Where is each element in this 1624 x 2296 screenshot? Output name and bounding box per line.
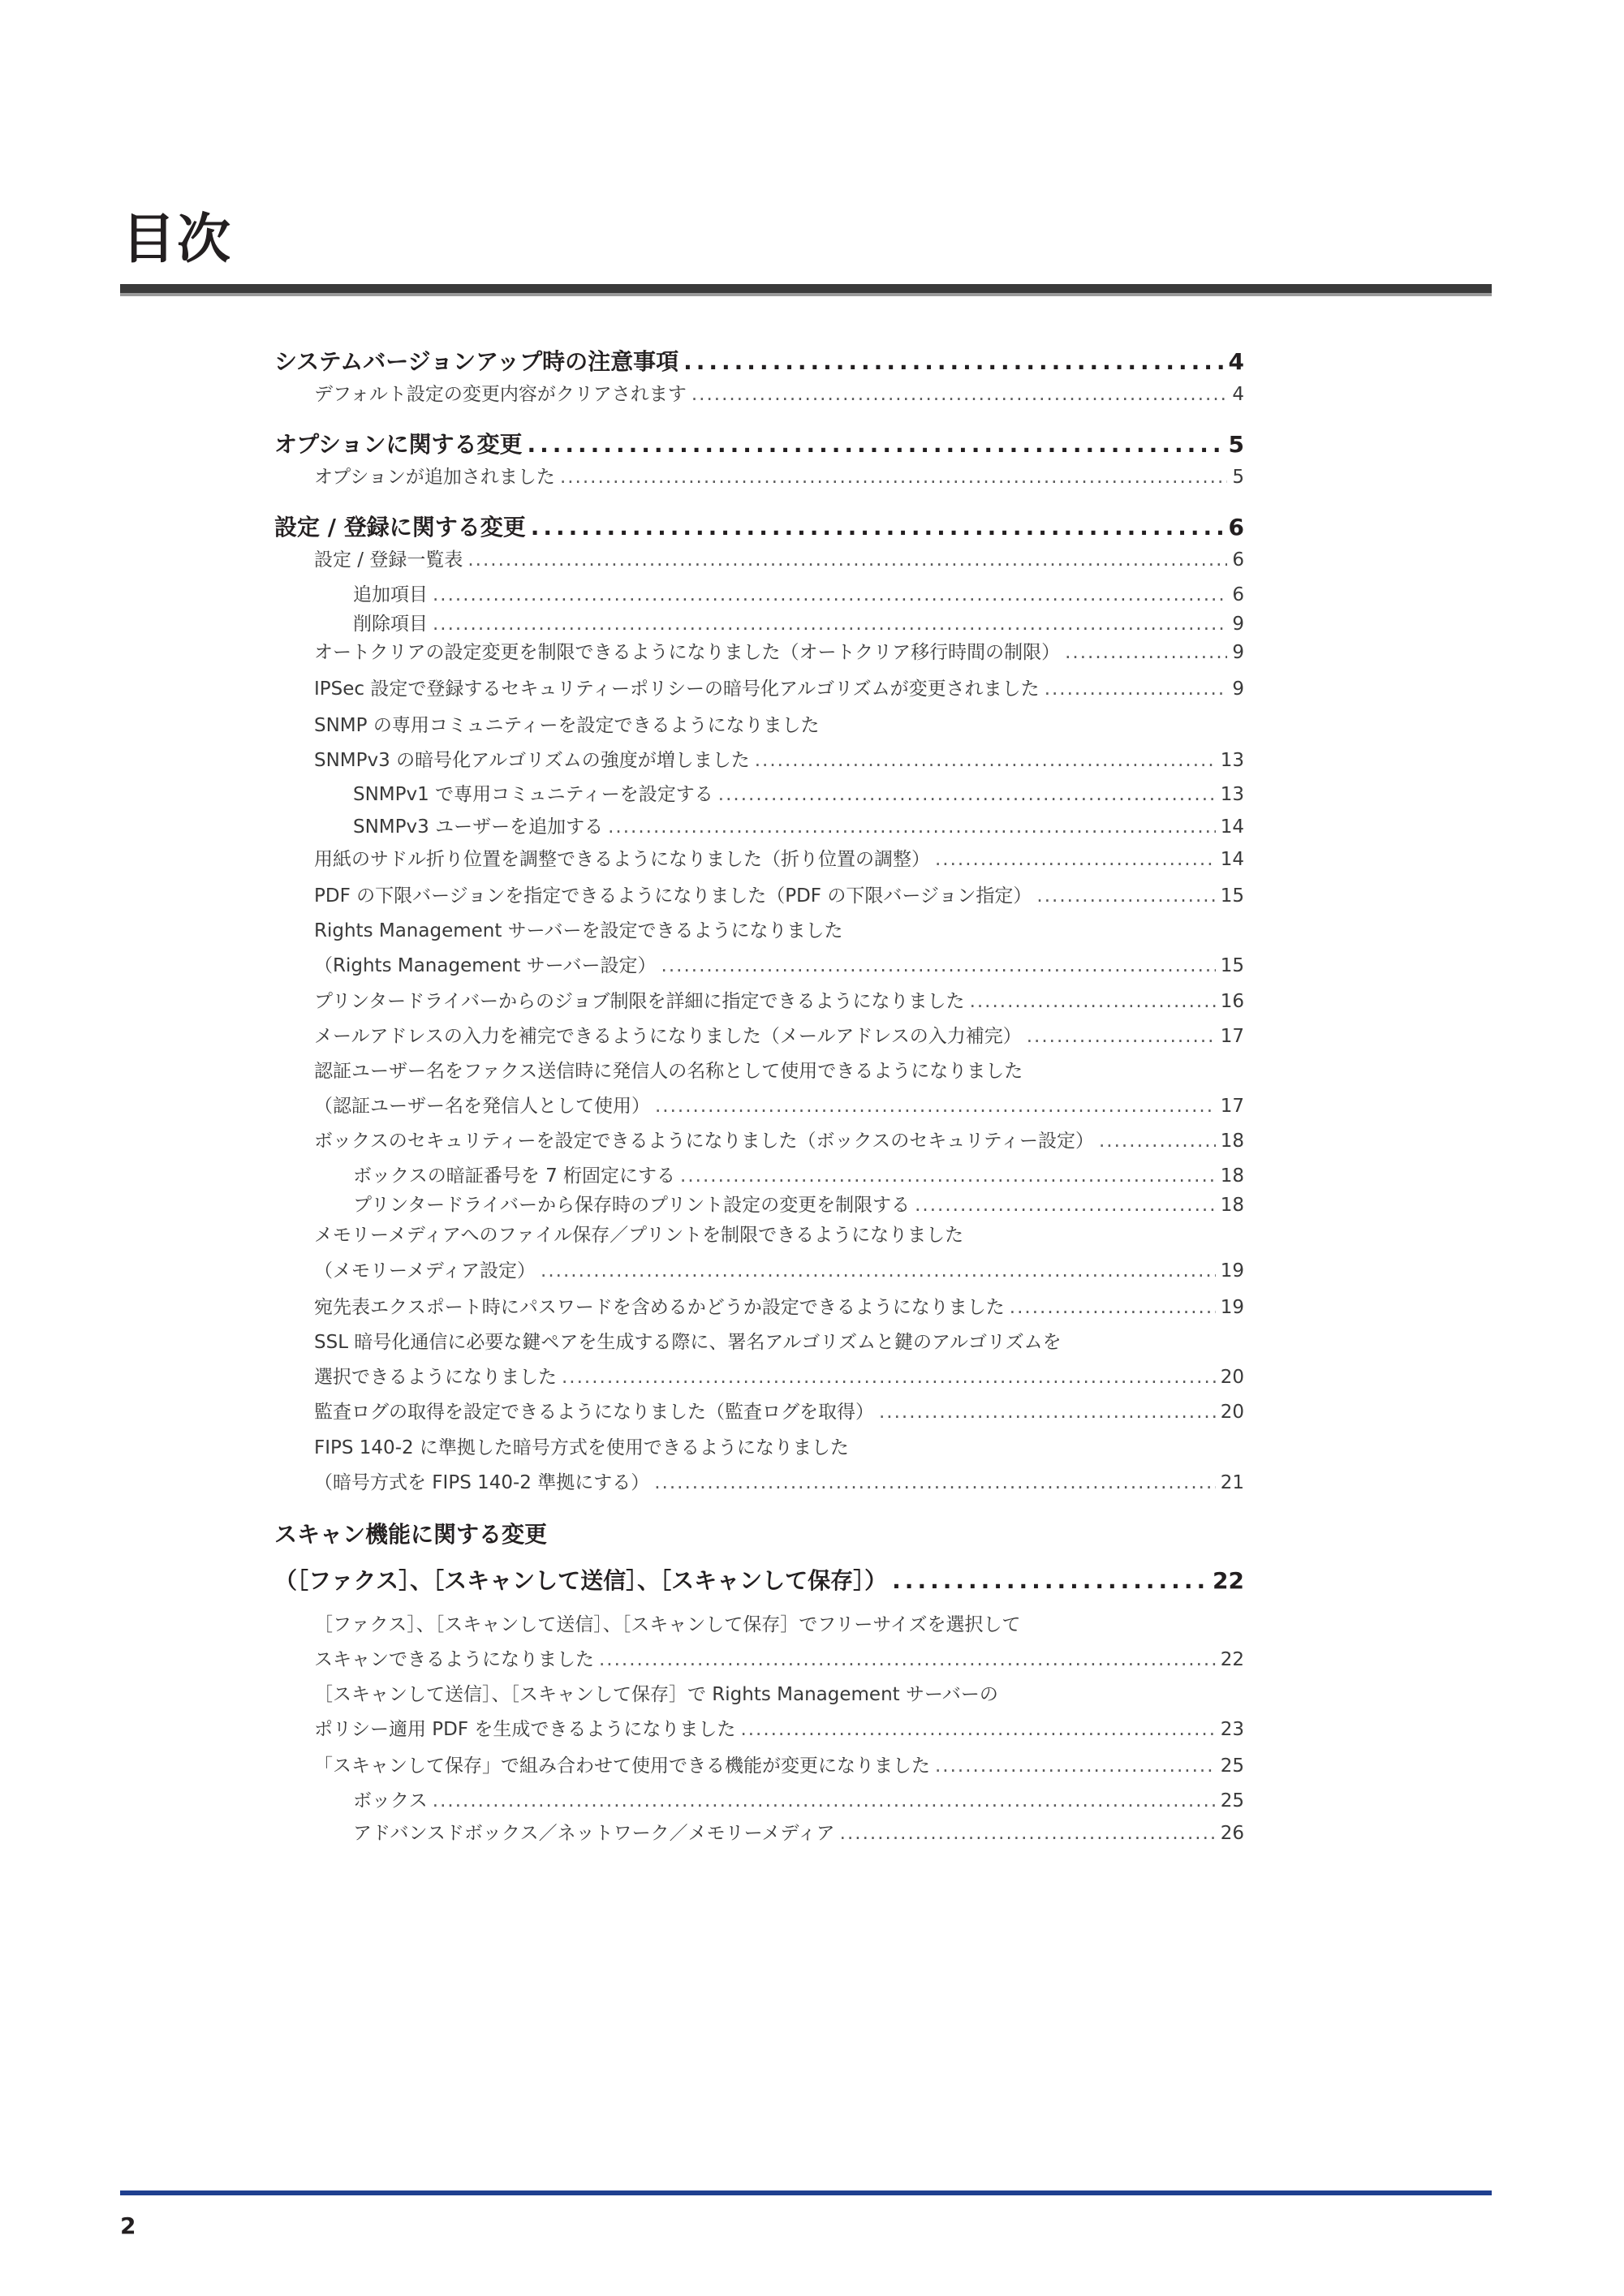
toc-entry-title: 選択できるようになりました [314, 1367, 557, 1388]
toc-entry-title: 認証ユーザー名をファクス送信時に発信人の名称として使用できるようになりました [314, 1061, 1023, 1082]
toc-entry[interactable] [314, 674, 1244, 700]
toc-entry-page: 9 [1232, 614, 1244, 635]
toc-entry[interactable] [314, 950, 1244, 977]
toc-entry[interactable] [314, 1714, 1244, 1741]
toc-entry-page: 6 [1228, 514, 1244, 541]
dot-leader [608, 816, 1216, 838]
toc-entry[interactable] [314, 1256, 1244, 1282]
toc-entry-title: ［ファクス］、［スキャンして送信］、［スキャンして保存］でフリーサイズを選択して [314, 1614, 1021, 1635]
toc-entry[interactable] [314, 1091, 1244, 1118]
toc-entry-title: 「スキャンして保存」で組み合わせて使用できる機能が変更になりました [314, 1755, 930, 1777]
toc-entry-page: 18 [1220, 1131, 1244, 1152]
toc-entry-title: ポリシー適用 PDF を生成できるようになりました [314, 1719, 736, 1740]
toc-entry-page: 17 [1220, 1096, 1244, 1117]
toc-entry-page: 9 [1232, 642, 1244, 663]
toc-entry-title: SNMPv3 の暗号化アルゴリズムの強度が増しました [314, 750, 750, 771]
toc-entry-page: 14 [1220, 849, 1244, 870]
toc-entry-page: 25 [1220, 1755, 1244, 1777]
dot-leader [740, 1719, 1215, 1740]
toc-entry-title: Rights Management サーバーを設定できるようになりました [314, 920, 843, 941]
toc-section-heading[interactable] [274, 427, 1244, 459]
dot-leader [655, 1096, 1216, 1117]
dot-leader [1010, 1297, 1216, 1318]
toc-entry-page: 4 [1228, 348, 1244, 375]
dot-leader [755, 750, 1216, 771]
dot-leader [1036, 885, 1215, 907]
toc-entry[interactable] [314, 637, 1244, 664]
toc-entry-title: （認証ユーザー名を発信人として使用） [314, 1096, 650, 1117]
dot-leader [560, 467, 1227, 488]
toc-entry-page: 5 [1232, 467, 1244, 488]
toc-section-heading[interactable] [274, 510, 1244, 542]
dot-leader [892, 1567, 1208, 1594]
toc-entry-page: 15 [1220, 885, 1244, 907]
toc-entry-page: 6 [1232, 584, 1244, 605]
toc-entry-title: ボックス [353, 1790, 428, 1811]
toc-entry-page: 4 [1232, 384, 1244, 405]
toc-entry[interactable] [314, 379, 1244, 406]
dot-leader [531, 514, 1224, 541]
toc-entry-title: プリンタードライバーから保存時のプリント設定の変更を制限する [353, 1195, 911, 1216]
toc-entry-title: オプションに関する変更 [274, 431, 523, 458]
dot-leader [433, 584, 1227, 605]
toc-entry-title: メールアドレスの入力を補完できるようになりました（メールアドレスの入力補完） [314, 1026, 1022, 1047]
toc-entry[interactable] [353, 812, 1244, 838]
toc-entry[interactable] [353, 1161, 1244, 1187]
toc-entry-title: SNMPv3 ユーザーを追加する [353, 816, 604, 838]
toc-entry-page: 13 [1220, 750, 1244, 771]
toc-entry[interactable] [353, 609, 1244, 635]
toc-entry[interactable] [314, 881, 1244, 907]
toc-entry-page: 5 [1228, 431, 1244, 458]
toc-entry[interactable] [314, 1056, 1244, 1083]
toc-entry-title: 監査ログの取得を設定できるようになりました（監査ログを取得） [314, 1402, 874, 1423]
toc-entry-page: 18 [1220, 1195, 1244, 1216]
toc-entry[interactable] [314, 915, 1244, 942]
toc-entry-page: 15 [1220, 955, 1244, 976]
toc-entry-page: 20 [1220, 1402, 1244, 1423]
toc-entry-title: FIPS 140-2 に準拠した暗号方式を使用できるようになりました [314, 1437, 849, 1458]
toc-entry-page: 22 [1220, 1649, 1244, 1670]
toc-entry-title: PDF の下限バージョンを指定できるようになりました（PDF の下限バージョン指定） [314, 885, 1032, 907]
toc-section-heading[interactable] [274, 344, 1244, 377]
toc-entry[interactable] [314, 710, 1244, 737]
toc-entry[interactable] [314, 1292, 1244, 1319]
toc-entry-title: アドバンスドボックス／ネットワーク／メモリーメディア [353, 1823, 835, 1844]
dot-leader [562, 1367, 1216, 1388]
toc-entry-title: SNMP の専用コミュニティーを設定できるようになりました [314, 715, 820, 736]
dot-leader [1027, 1026, 1216, 1047]
toc-entry-title: スキャン機能に関する変更 [274, 1521, 548, 1548]
toc-entry[interactable] [314, 1679, 1244, 1706]
toc-entry[interactable] [314, 1220, 1244, 1247]
toc-entry-title: ［スキャンして送信］、［スキャンして保存］で Rights Management サーバーの [314, 1684, 998, 1705]
toc-entry-page: 21 [1220, 1472, 1244, 1493]
toc-entry-title: ボックスのセキュリティーを設定できるようになりました（ボックスのセキュリティー設定） [314, 1131, 1094, 1152]
toc-entry-title: （メモリーメディア設定） [314, 1260, 536, 1282]
dot-leader [683, 348, 1223, 375]
toc-entry[interactable] [314, 1021, 1244, 1048]
dot-leader [1099, 1131, 1216, 1152]
toc-entry[interactable] [314, 1327, 1244, 1354]
toc-entry[interactable] [314, 1126, 1244, 1152]
toc-entry[interactable] [353, 1190, 1244, 1217]
toc-entry[interactable] [314, 1467, 1244, 1494]
toc-entry-title: 削除項目 [353, 614, 428, 635]
toc-entry-title: SSL 暗号化通信に必要な鍵ペアを生成する際に、署名アルゴリズムと鍵のアルゴリズムを [314, 1332, 1062, 1353]
toc-entry[interactable] [314, 1362, 1244, 1389]
dot-leader [1045, 678, 1228, 700]
toc-entry-page: 18 [1220, 1165, 1244, 1187]
toc-entry[interactable] [314, 1751, 1244, 1777]
toc-entry-title: 設定 / 登録一覧表 [314, 549, 463, 571]
toc-entry-title: デフォルト設定の変更内容がクリアされます [314, 384, 687, 405]
toc-entry-page: 14 [1220, 816, 1244, 838]
toc-entry-page: 17 [1220, 1026, 1244, 1047]
toc-section-heading[interactable] [274, 1517, 1244, 1549]
dot-leader [840, 1823, 1216, 1844]
toc-entry-title: ボックスの暗証番号を 7 桁固定にする [353, 1165, 676, 1187]
toc-entry-title: スキャンできるようになりました [314, 1649, 594, 1670]
dot-leader [467, 549, 1227, 571]
dot-leader [527, 431, 1223, 458]
toc-entry-title: （暗号方式を FIPS 140-2 準拠にする） [314, 1472, 650, 1493]
dot-leader [654, 1472, 1215, 1493]
toc-entry-page: 25 [1220, 1790, 1244, 1811]
toc-entry-title: （Rights Management サーバー設定） [314, 955, 657, 976]
dot-leader [599, 1649, 1216, 1670]
dot-leader [915, 1195, 1216, 1216]
toc-entry-title: システムバージョンアップ時の注意事項 [274, 348, 679, 375]
toc-entry-page: 16 [1220, 991, 1244, 1012]
dot-leader [661, 955, 1216, 976]
toc-entry-page: 20 [1220, 1367, 1244, 1388]
toc-entry-title: プリンタードライバーからのジョブ制限を詳細に指定できるようになりました [314, 991, 965, 1012]
footer-rule [120, 2190, 1492, 2195]
toc-entry[interactable] [314, 462, 1244, 489]
dot-leader [433, 614, 1227, 635]
dot-leader [718, 784, 1216, 805]
toc-entry[interactable] [314, 1644, 1244, 1671]
toc-entry-page: 13 [1220, 784, 1244, 805]
toc-entry-page: 22 [1213, 1567, 1244, 1594]
toc-entry-title: 用紙のサドル折り位置を調整できるようになりました（折り位置の調整） [314, 849, 930, 870]
toc-entry-title: （［ファクス］、［スキャンして送信］、［スキャンして保存］） [274, 1567, 888, 1594]
toc-entry-page: 26 [1220, 1823, 1244, 1844]
toc-entry[interactable] [314, 1609, 1244, 1636]
dot-leader [935, 849, 1216, 870]
toc-entry-title: オートクリアの設定変更を制限できるようになりました（オートクリア移行時間の制限） [314, 642, 1061, 663]
toc-entry[interactable] [353, 1786, 1244, 1812]
toc-section-heading[interactable] [274, 1563, 1244, 1596]
toc-entry[interactable] [314, 545, 1244, 571]
dot-leader [541, 1260, 1216, 1282]
dot-leader [433, 1790, 1216, 1811]
toc-entry-title: IPSec 設定で登録するセキュリティーポリシーの暗号化アルゴリズムが変更されました [314, 678, 1040, 700]
dot-leader [970, 991, 1216, 1012]
dot-leader [879, 1402, 1216, 1423]
toc-entry-title: 宛先表エクスポート時にパスワードを含めるかどうか設定できるようになりました [314, 1297, 1005, 1318]
toc-entry-page: 19 [1220, 1260, 1244, 1282]
toc-entry-page: 6 [1232, 549, 1244, 571]
page-number: 2 [120, 2212, 136, 2239]
toc-entry[interactable] [353, 779, 1244, 806]
dot-leader [680, 1165, 1216, 1187]
toc-entry[interactable] [353, 1818, 1244, 1845]
toc-entry-title: オプションが追加されました [314, 467, 555, 488]
toc-entry-title: 設定 / 登録に関する変更 [274, 514, 526, 541]
dot-leader [691, 384, 1228, 405]
toc-entry[interactable] [314, 1397, 1244, 1424]
toc-entry-page: 9 [1232, 678, 1244, 700]
toc-entry[interactable] [314, 1432, 1244, 1459]
toc-entry-title: 追加項目 [353, 584, 428, 605]
toc-entry[interactable] [353, 579, 1244, 606]
toc-entry-title: SNMPv1 で専用コミュニティーを設定する [353, 784, 713, 805]
toc-entry-title: メモリーメディアへのファイル保存／プリントを制限できるようになりました [314, 1225, 964, 1246]
toc-entry-page: 19 [1220, 1297, 1244, 1318]
toc-entry[interactable] [314, 745, 1244, 772]
toc-entry[interactable] [314, 844, 1244, 871]
toc-entry[interactable] [314, 986, 1244, 1013]
toc-entry-page: 23 [1220, 1719, 1244, 1740]
dot-leader [935, 1755, 1216, 1777]
dot-leader [1065, 642, 1227, 663]
page-title: 目次 [122, 208, 232, 270]
